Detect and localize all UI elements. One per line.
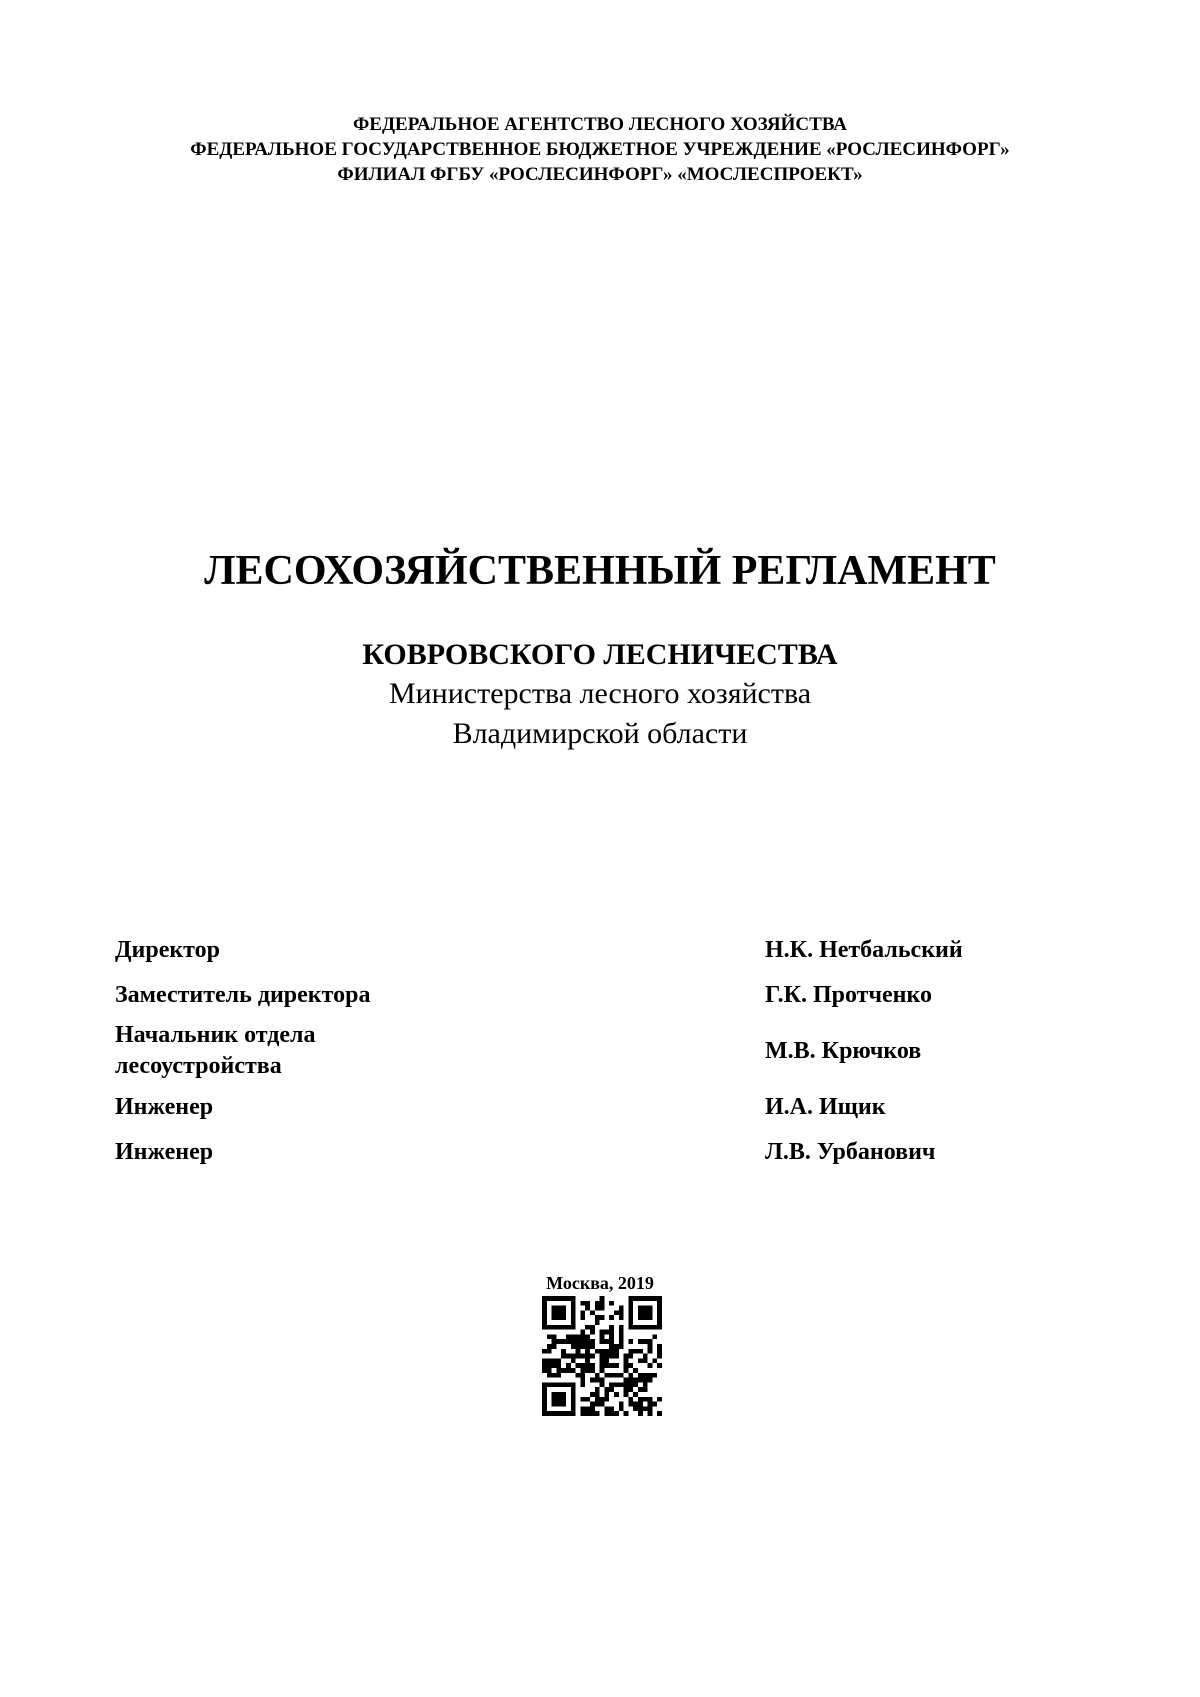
organization-header — [0, 112, 1200, 187]
document-title: ЛЕСОХОЗЯЙСТВЕННЫЙ РЕГЛАМЕНТ — [204, 548, 996, 594]
region-name: Владимирской области — [452, 717, 748, 750]
signatory-role — [115, 1020, 765, 1082]
signatory-role: Директор — [115, 937, 220, 963]
signatory-name: Н.К. Нетбальский — [765, 937, 963, 963]
signatory-name: Л.В. Урбанович — [765, 1139, 936, 1165]
agency-name: ФЕДЕРАЛЬНОЕ АГЕНТСТВО ЛЕСНОГО ХОЗЯЙСТВА — [352, 114, 848, 135]
signatory-role: Инженер — [115, 1139, 214, 1165]
signatory-role: Инженер — [115, 1094, 214, 1120]
branch-name: ФИЛИАЛ ФГБУ «РОСЛЕСИНФОРГ» «МОСЛЕСПРОЕКТ» — [337, 164, 863, 185]
signatory-role-line: лесоустройства — [115, 1053, 282, 1079]
signatory-row — [115, 1130, 1015, 1174]
signatory-name: Г.К. Протченко — [765, 982, 932, 1008]
signatory-row — [115, 1018, 1015, 1084]
signatories-list — [115, 928, 1015, 1174]
signatory-role: Заместитель директора — [115, 982, 371, 1008]
signatory-row — [115, 1084, 1015, 1130]
qr-code-icon — [542, 1296, 662, 1416]
institution-name: ФЕДЕРАЛЬНОЕ ГОСУДАРСТВЕННОЕ БЮДЖЕТНОЕ УЧРЕЖДЕНИЕ «РОСЛЕСИНФОРГ» — [190, 139, 1010, 160]
signatory-row — [115, 972, 1015, 1018]
ministry-name: Министерства лесного хозяйства — [388, 677, 812, 710]
signatory-role-line: Начальник отдела — [115, 1022, 316, 1048]
signatory-name: И.А. Ищик — [765, 1094, 886, 1120]
signatory-name: М.В. Крючков — [765, 1037, 922, 1064]
city-year: Москва, 2019 — [546, 1273, 654, 1293]
signatory-row — [115, 928, 1015, 972]
forestry-name: КОВРОВСКОГО ЛЕСНИЧЕСТВА — [362, 638, 838, 671]
